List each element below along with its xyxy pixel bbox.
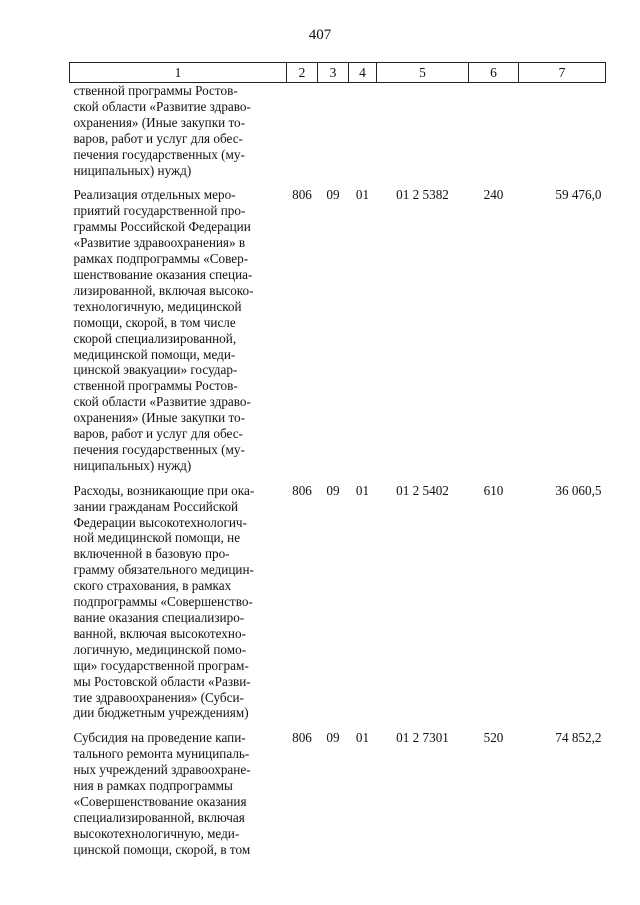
header-col-4: 4: [349, 63, 377, 83]
amount: [519, 83, 606, 188]
description-line: грамму обязательного медицин-: [73, 562, 254, 578]
description-line: цинской помощи, скорой, в том: [73, 841, 251, 857]
header-row: [70, 63, 606, 83]
header-col-6: 6: [469, 63, 519, 83]
row-description: [70, 83, 287, 188]
header-col-2: 2: [287, 63, 318, 83]
row-description: [70, 730, 287, 857]
expense-type-code: 610: [483, 482, 504, 498]
description-line: ственной программы Ростов-: [73, 83, 238, 98]
description-line: ской области «Развитие здраво-: [73, 394, 251, 410]
description-line: медицинской помощи, меди-: [73, 346, 236, 362]
description-line: ской области «Развитие здраво-: [73, 98, 251, 114]
description-line: высокотехнологичную, меди-: [73, 825, 240, 841]
subsection-code: 01: [355, 187, 370, 203]
description-line: ной медицинской помощи, не: [73, 530, 241, 546]
description-line: лизированной, включая высоко-: [73, 282, 254, 298]
expense-type-code: 240: [483, 187, 504, 203]
header-col-5: 5: [377, 63, 469, 83]
target-article-code: [377, 83, 469, 188]
description-line: шенствование оказания специа-: [73, 266, 253, 282]
description-line: охранения» (Иные закупки то-: [73, 410, 246, 426]
description-line: ственной программы Ростов-: [73, 378, 238, 394]
description-line: граммы Российской Федерации: [73, 219, 251, 235]
description-line: «Развитие здравоохранения» в: [73, 235, 246, 251]
description-line: ных учреждений здравоохране-: [73, 762, 251, 778]
subsection-code: 01: [355, 730, 370, 746]
description-line: рамках подпрограммы «Совер-: [73, 251, 249, 267]
ministry-code: 806: [292, 482, 312, 498]
description-line: ского страхования, в рамках: [73, 578, 232, 594]
amount: 74 852,2: [555, 730, 602, 746]
description-line: технологичную, медицинской: [73, 298, 242, 314]
expense-type-code: 520: [483, 730, 504, 746]
description-line: ванной, включая высокотехно-: [73, 625, 246, 641]
description-line: включенной в базовую про-: [73, 546, 230, 562]
description-line: ниципальных) нужд): [73, 162, 192, 178]
description-line: Расходы, возникающие при ока-: [73, 482, 255, 498]
header-col-3: 3: [318, 63, 349, 83]
description-line: тального ремонта муниципаль-: [73, 746, 250, 762]
description-line: Субсидия на проведение капи-: [73, 730, 246, 746]
section-code: 09: [326, 482, 340, 498]
header-col-7: 7: [519, 63, 606, 83]
table-header: [70, 63, 606, 83]
description-line: охранения» (Иные закупки то-: [73, 114, 246, 130]
description-line: ния в рамках подпрограммы: [73, 778, 233, 794]
page-number: 407: [308, 27, 332, 43]
section-code: 09: [326, 730, 340, 746]
description-line: Реализация отдельных меро-: [73, 187, 236, 203]
description-line: логичную, медицинской помо-: [73, 641, 247, 657]
section-code: 09: [326, 187, 340, 203]
description-line: зании гражданам Российской: [73, 498, 239, 514]
description-line: варов, работ и услуг для обес-: [73, 426, 243, 442]
table-row: [70, 187, 606, 482]
amount: 36 060,5: [555, 482, 602, 498]
row-description: [70, 483, 287, 731]
expense-type-code: [469, 83, 519, 188]
table-row: [70, 483, 606, 731]
header-col-1: 1: [70, 63, 287, 83]
row-description: [70, 187, 287, 482]
target-article-code: 01 2 7301: [396, 730, 449, 746]
ministry-code: 806: [292, 187, 312, 203]
description-line: печения государственных (му-: [73, 441, 245, 457]
ministry-code: 806: [292, 730, 312, 746]
description-line: «Совершенствование оказания: [73, 793, 247, 809]
description-line: варов, работ и услуг для обес-: [73, 130, 243, 146]
description-line: Федерации высокотехнологич-: [73, 514, 247, 530]
description-line: специализированной, включая: [73, 809, 245, 825]
target-article-code: 01 2 5402: [396, 482, 449, 498]
table-row: [70, 83, 606, 188]
description-line: печения государственных (му-: [73, 146, 245, 162]
description-line: приятий государственной про-: [73, 203, 246, 219]
description-line: ниципальных) нужд): [73, 457, 192, 473]
description-line: мы Ростовской области «Разви-: [73, 673, 251, 689]
amount: 59 476,0: [555, 187, 602, 203]
target-article-code: 01 2 5382: [396, 187, 449, 203]
ministry-code: [287, 83, 318, 188]
description-line: тие здравоохранения» (Субси-: [73, 689, 244, 705]
subsection-code: 01: [355, 482, 370, 498]
description-line: подпрограммы «Совершенство-: [73, 594, 253, 610]
description-line: помощи, скорой, в том числе: [73, 314, 236, 330]
description-line: скорой специализированной,: [73, 330, 237, 346]
description-line: вание оказания специализиро-: [73, 610, 245, 625]
description-line: цинской эвакуации» государ-: [73, 362, 238, 378]
budget-table: [69, 62, 606, 858]
subsection-code: [349, 83, 377, 188]
description-line: дии бюджетным учреждениям): [73, 705, 249, 721]
description-line: щи» государственной програм-: [73, 657, 249, 673]
table-row: [70, 730, 606, 857]
section-code: [318, 83, 349, 188]
